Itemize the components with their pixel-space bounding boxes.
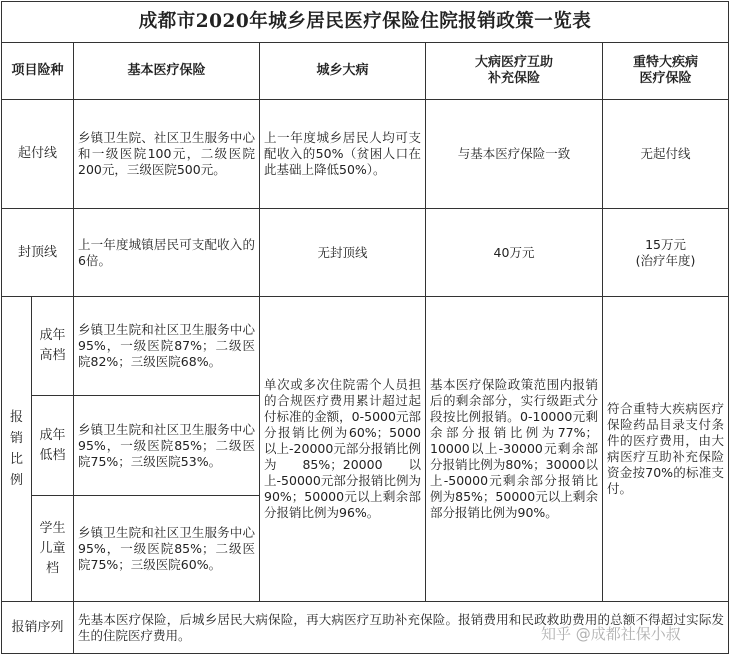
policy-table (1, 1, 729, 654)
header-urban-rural: 城乡大病 (260, 43, 426, 100)
deductible-basic: 乡镇卫生院、社区卫生服务中心和一级医院100元，二级医院200元，三级医院500元。 (74, 100, 260, 209)
ratio-supplement: 基本医疗保险政策范围内报销后的剩余部分，实行级距式分段按比例报销。0-10000元剩余部分报销比例为77%；10000以上-30000元剩余部分报销比例为80%；30000以上-50000元剩余部分报销比例为85%；50000元以上剩余部分报销比例为90%。 (426, 297, 603, 602)
title-row (2, 2, 729, 43)
ratio-adult-high-basic: 乡镇卫生院和社区卫生服务中心 95%，一级医院87%；二级医院82%；三级医院68%。 (74, 297, 260, 396)
header-item: 项目险种 (2, 43, 74, 100)
cap-urban-rural: 无封顶线 (260, 209, 426, 297)
ratio-adult-low-basic: 乡镇卫生院和社区卫生服务中心 95%，一级医院85%；二级医院75%；三级医院53%。 (74, 396, 260, 496)
policy-document (0, 1, 729, 667)
deductible-row (2, 100, 729, 209)
ratio-student-basic: 乡镇卫生院和社区卫生服务中心 95%，一级医院85%；二级医院75%；三级医院60%。 (74, 496, 260, 602)
ratio-serious: 符合重特大疾病医疗保险药品目录支付条件的医疗费用，由大病医疗互助补充保险资金按70%的标准支付。 (603, 297, 729, 602)
header-basic: 基本医疗保险 (74, 43, 260, 100)
cap-serious: 15万元 (治疗年度) (603, 209, 729, 297)
ratio-label: 报 销 比 例 (2, 297, 32, 602)
cap-row (2, 209, 729, 297)
ratio-student-label: 学生 儿童 档 (32, 496, 74, 602)
watermark-text: 知乎 @成都社保小叔 (541, 625, 681, 643)
deductible-supplement: 与基本医疗保险一致 (426, 100, 603, 209)
deductible-urban-rural: 上一年度城乡居民人均可支配收入的50%（贫困人口在此基础上降低50%）。 (260, 100, 426, 209)
ratio-urban-rural: 单次或多次住院需个人员担的合规医疗费用累计超过起付标准的金额，0-5000元部分报销比例为60%；5000以上-20000元部分报销比例为85%；20000以上-50000元部分报销比例为90%；50000元以上剩余部分报销比例为96%。 (260, 297, 426, 602)
header-supplement: 大病医疗互助 补充保险 (426, 43, 603, 100)
deductible-label: 起付线 (2, 100, 74, 209)
cap-supplement: 40万元 (426, 209, 603, 297)
header-serious: 重特大疾病 医疗保险 (603, 43, 729, 100)
cap-basic: 上一年度城镇居民可支配收入的6倍。 (74, 209, 260, 297)
sequence-label: 报销序列 (2, 602, 74, 654)
table-title: 成都市2020年城乡居民医疗保险住院报销政策一览表 (2, 2, 729, 43)
ratio-adult-high-label: 成年 高档 (32, 297, 74, 396)
ratio-row-adult-high (2, 297, 729, 396)
deductible-serious: 无起付线 (603, 100, 729, 209)
sequence-text: 先基本医疗保险，后城乡居民大病保险，再大病医疗互助补充保险。报销费用和民政救助费用的总额不得超过实际发生的住院医疗费用。 (74, 602, 729, 654)
cap-label: 封顶线 (2, 209, 74, 297)
ratio-adult-low-label: 成年 低档 (32, 396, 74, 496)
header-row (2, 43, 729, 100)
